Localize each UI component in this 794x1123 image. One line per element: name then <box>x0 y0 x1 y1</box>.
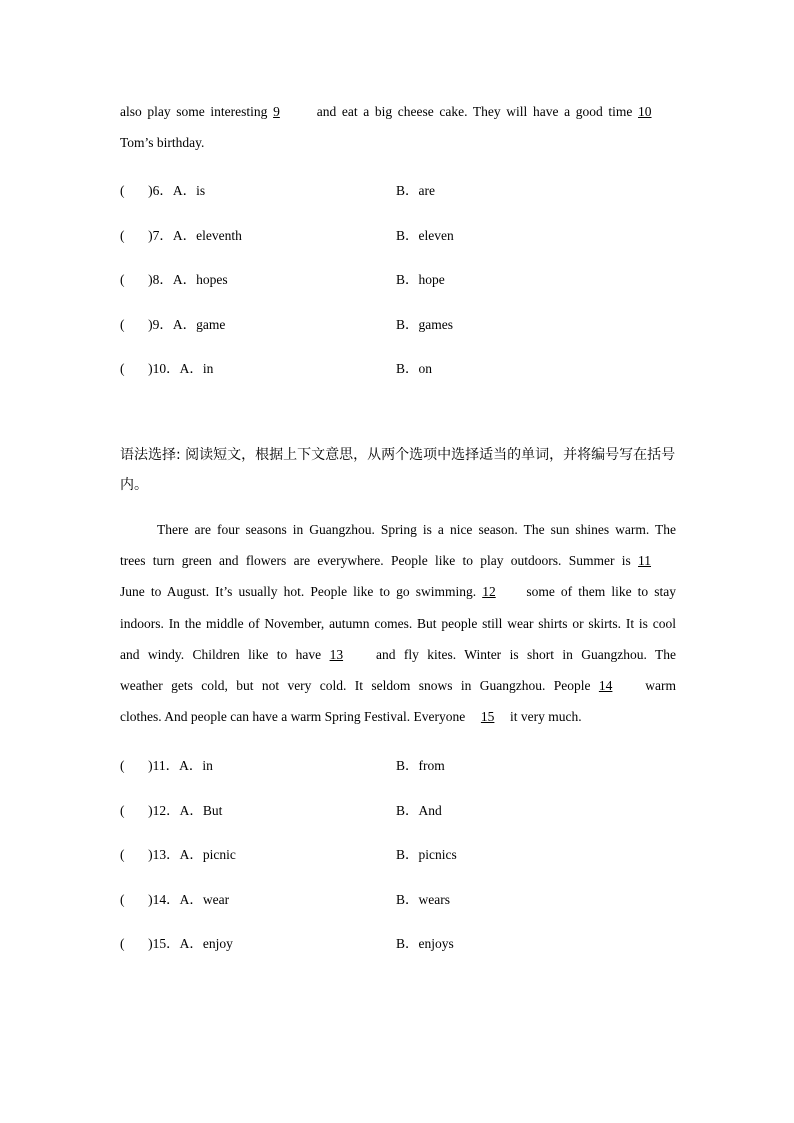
question-row <box>120 932 680 952</box>
passage2-line-2: trees turn green and flowers are everywhere. People like to play outdoors. Summer is 11 <box>120 553 676 569</box>
section-instruction: 语法选择: 阅读短文，根据上下文意思，从两个选项中选择适当的单词，并将编号写在括号内。 <box>120 447 676 493</box>
question-option-a: ( )14．A．wear <box>120 892 230 907</box>
blank-15: 15 <box>480 709 495 724</box>
blank-10: 10 <box>638 104 652 119</box>
question-option-b: B．on <box>396 361 433 376</box>
question-option-a: ( )10．A．in <box>120 361 214 376</box>
question-option-a: ( )13．A．picnic <box>120 847 236 862</box>
question-row <box>120 179 680 199</box>
question-option-b: B．from <box>396 758 445 773</box>
question-option-a: ( )6．A．is <box>120 183 206 198</box>
question-row <box>120 268 680 288</box>
question-option-b: B．hope <box>396 272 445 287</box>
passage2-line-6: weather gets cold, but not very cold. It seldom snows in Guangzhou. People 14 warm <box>120 678 677 693</box>
question-row <box>120 754 680 774</box>
question-row <box>120 888 680 908</box>
passage2-line-1: There are four seasons in Guangzhou. Spring is a nice season. The sun shines warm. The <box>157 522 676 537</box>
blank-11: 11 <box>638 553 652 568</box>
question-option-b: B．eleven <box>396 228 454 243</box>
question-row <box>120 224 680 244</box>
passage1-line-1 <box>120 104 676 120</box>
question-option-a: ( )12．A．But <box>120 803 223 818</box>
question-option-b: B．are <box>396 183 435 198</box>
passage1-text: and eat a big cheese cake. They will have a good time <box>316 104 633 119</box>
question-option-b: B．games <box>396 317 453 332</box>
blank-12: 12 <box>482 584 496 599</box>
question-option-b: B．enjoys <box>396 936 454 951</box>
question-option-a: ( )11．A．in <box>120 758 213 773</box>
passage2-line-5: and windy. Children like to have 13 and fly kites. Winter is short in Guangzhou. The <box>120 647 676 662</box>
question-option-a: ( )8．A．hopes <box>120 272 228 287</box>
passage1-line-2: Tom’s birthday. <box>120 135 205 150</box>
question-option-a: ( )15．A．enjoy <box>120 936 233 951</box>
question-row <box>120 313 680 333</box>
question-option-a: ( )9．A．game <box>120 317 226 332</box>
passage2-line-3: June to August. It’s usually hot. People like to go swimming. 12 some of them like to stay <box>120 584 677 599</box>
question-option-b: B．picnics <box>396 847 457 862</box>
passage2-line-4: indoors. In the middle of November, autumn comes. But people still wear shirts or skirts. It is cool <box>120 616 676 631</box>
passage1-text: also play some interesting <box>120 104 268 119</box>
question-option-a: ( )7．A．eleventh <box>120 228 242 243</box>
question-option-b: B．And <box>396 803 442 818</box>
question-row <box>120 357 680 377</box>
blank-13: 13 <box>329 647 344 662</box>
question-row <box>120 799 680 819</box>
blank-9: 9 <box>273 104 280 119</box>
blank-14: 14 <box>598 678 613 693</box>
question-row <box>120 843 680 863</box>
question-option-b: B．wears <box>396 892 450 907</box>
passage2-line-7: clothes. And people can have a warm Spring Festival. Everyone 15 it very much. <box>120 709 582 724</box>
